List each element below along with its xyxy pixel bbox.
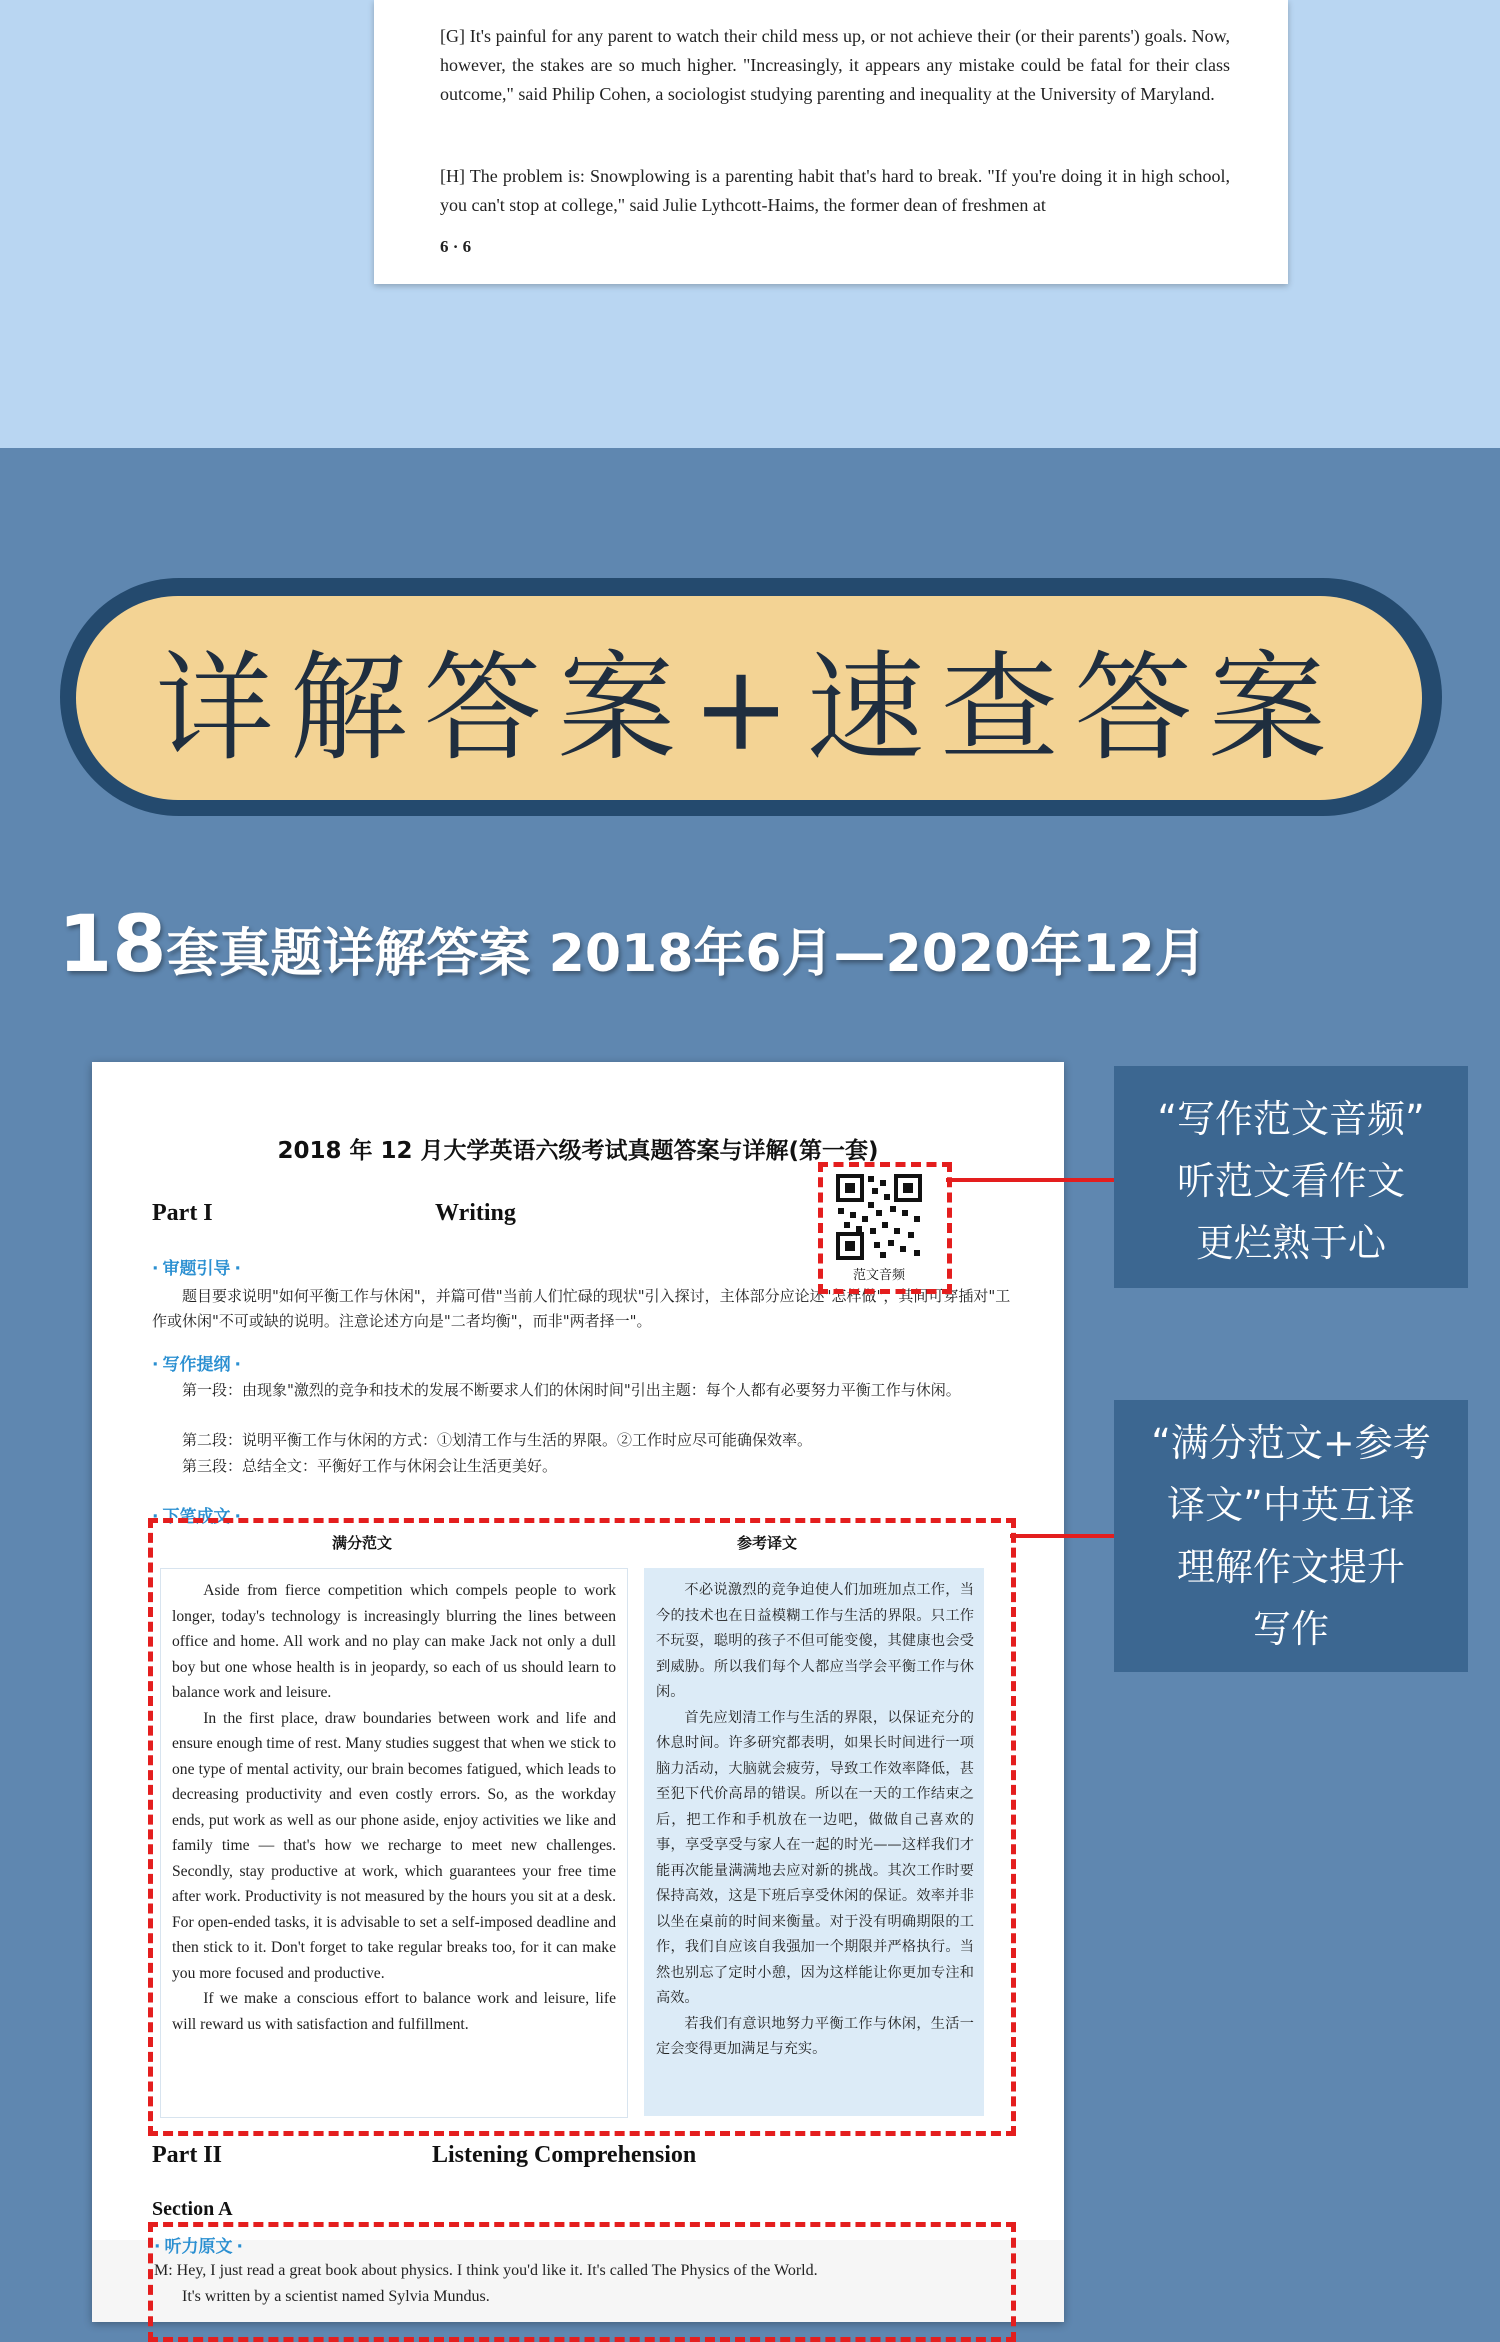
tag-compose: · 下笔成文 ·	[152, 1502, 241, 1527]
listening-highlight-frame	[148, 2222, 1016, 2342]
outline-3: 第三段：总结全文：平衡好工作与休闲会让生活更美好。	[182, 1457, 558, 1475]
part-2-title: Listening Comprehension	[432, 2142, 697, 2168]
translation-paragraph-1: 不必说激烈的竞争迫使人们加班加点工作，当今的技术也在日益模糊工作与生活的界限。只工作不玩耍，聪明的孩子不但可能变傻，其健康也会受到威胁。所以我们每个人都应当学会平衡工作与休闲。	[656, 1582, 974, 1700]
review-text: 题目要求说明"如何平衡工作与休闲"，并篇可借"当前人们忙碌的现状"引入探讨，主体部分应论述"怎样做"，其间可穿插对"工作或休闲"不可或缺的说明。注意论述方向是"二者均衡"，而非"两者择一"。	[152, 1287, 1011, 1330]
tag-listening: · 听力原文 ·	[154, 2232, 243, 2257]
translation-callout-line-2: 译文”中英互译	[1167, 1483, 1415, 1527]
section-a-label: Section A	[152, 2198, 233, 2220]
audio-callout	[1114, 1066, 1468, 1288]
paragraph-g: [G] It's painful for any parent to watch their child mess up, or not achieve their (or their parents') goals. Now, however, the stakes are so much higher. "Increasingly, it appears any mistake could be fatal for their class outcome," said Philip Cohen, a sociologist studying parenting and inequality at the University of Maryland.	[440, 26, 1230, 104]
essay-paragraph-2: In the first place, draw boundaries between work and life and ensure enough time of rest. Many studies suggest that when we stick to one type of mental activity, our brain becomes fatigued, which leads to decreasing productivity and even costly errors. So, as the workday ends, put work as well as our phone aside, enjoy activities we like and family time — that's how we recharge to meet new challenges. Secondly, stay productive at work, which guarantees your free time after work. Productivity is not measured by the hours you sit at a desk. For open-ended tasks, it is advisable to set a self-imposed deadline and then stick to it. Don't forget to take regular breaks too, for it can make you more focused and productive.	[172, 1709, 616, 1982]
top-book-page	[374, 0, 1288, 284]
translation-paragraph-3: 若我们有意识地努力平衡工作与休闲，生活一定会变得更加满足与充实。	[656, 2015, 974, 2057]
banner-title: 详解答案+速查答案	[155, 639, 1343, 777]
outline-2: 第二段：说明平衡工作与休闲的方式：①划清工作与生活的界限。②工作时应尽可能确保效率。	[182, 1431, 813, 1449]
tag-outline: · 写作提纲 ·	[152, 1350, 241, 1375]
audio-callout-line-3: 更烂熟于心	[1195, 1221, 1386, 1265]
qr-code-label: 范文音频	[852, 1268, 905, 1283]
translation-paragraph-2: 首先应划清工作与生活的界限，以保证充分的休息时间。许多研究都表明，如果长时间进行一项脑力活动，大脑就会疲劳，导致工作效率降低，甚至犯下代价高昂的错误。所以在一天的工作结束之后，把工作和手机放在一边吧，做做自己喜欢的事，享受享受与家人在一起的时光——这样我们才能再次能量满满地去应对新的挑战。其次工作时要保持高效，这是下班后享受休闲的保证。效率并非以坐在桌前的时间来衡量。对于没有明确期限的工作，我们自应该自我强加一个期限并严格执行。当然也别忘了定时小憩，因为这样能让你更加专注和高效。	[656, 1709, 974, 2006]
part-1-title: Writing	[435, 1200, 516, 1226]
audio-callout-line-1: “写作范文音频”	[1157, 1097, 1425, 1141]
subtitle-number: 18	[58, 900, 167, 990]
translation-callout	[1114, 1400, 1468, 1672]
subtitle	[58, 900, 1458, 990]
translation-callout-line-4: 写作	[1252, 1607, 1329, 1651]
essay-highlight-frame	[148, 1518, 1016, 2136]
paragraph-h: [H] The problem is: Snowplowing is a parenting habit that's hard to break. "If you're doing it in high school, you can't stop at college," said Julie Lythcott-Haims, the former dean of freshmen at	[440, 166, 1230, 215]
essay-paragraph-1: Aside from fierce competition which compels people to work longer, today's technology is increasingly blurring the lines between office and home. All work and no play can make Jack not only a dull boy but one whose health is in jeopardy, so each of us should learn to balance work and leisure.	[172, 1582, 616, 1701]
qr-connector-line	[946, 1178, 1114, 1182]
essay-paragraph-3: If we make a conscious effort to balance work and leisure, life will reward us with satisfaction and fulfillment.	[172, 1990, 616, 2033]
listening-line-2: It's written by a scientist named Sylvia Mundus.	[182, 2288, 490, 2305]
qr-highlight-frame	[818, 1162, 952, 1294]
model-essay-title: 满分范文	[332, 1534, 393, 1552]
outline-1: 第一段：由现象"激烈的竞争和技术的发展不断要求人们的休闲时间"引出主题：每个人都有必要努力平衡工作与休闲。	[182, 1381, 961, 1399]
banner	[76, 596, 1422, 800]
subtitle-text: 套真题详解答案 2018年6月—2020年12月	[166, 924, 1207, 984]
part-1-label: Part I	[152, 1200, 213, 1226]
part-2-label: Part II	[152, 2142, 222, 2168]
translation-callout-line-3: 理解作文提升	[1176, 1545, 1405, 1589]
essay-connector-line	[1010, 1534, 1114, 1538]
listening-line-1: M: Hey, I just read a great book about physics. I think you'd like it. It's called The Physics of the World.	[154, 2262, 818, 2279]
translation-title: 参考译文	[737, 1534, 798, 1552]
audio-callout-line-2: 听范文看作文	[1176, 1159, 1405, 1203]
page-title: 2018 年 12 月大学英语六级考试真题答案与详解(第一套)	[277, 1138, 879, 1164]
page-number: 6 · 6	[440, 237, 472, 256]
tag-review: · 审题引导 ·	[152, 1254, 241, 1279]
translation-callout-line-1: “满分范文+参考	[1151, 1421, 1431, 1465]
